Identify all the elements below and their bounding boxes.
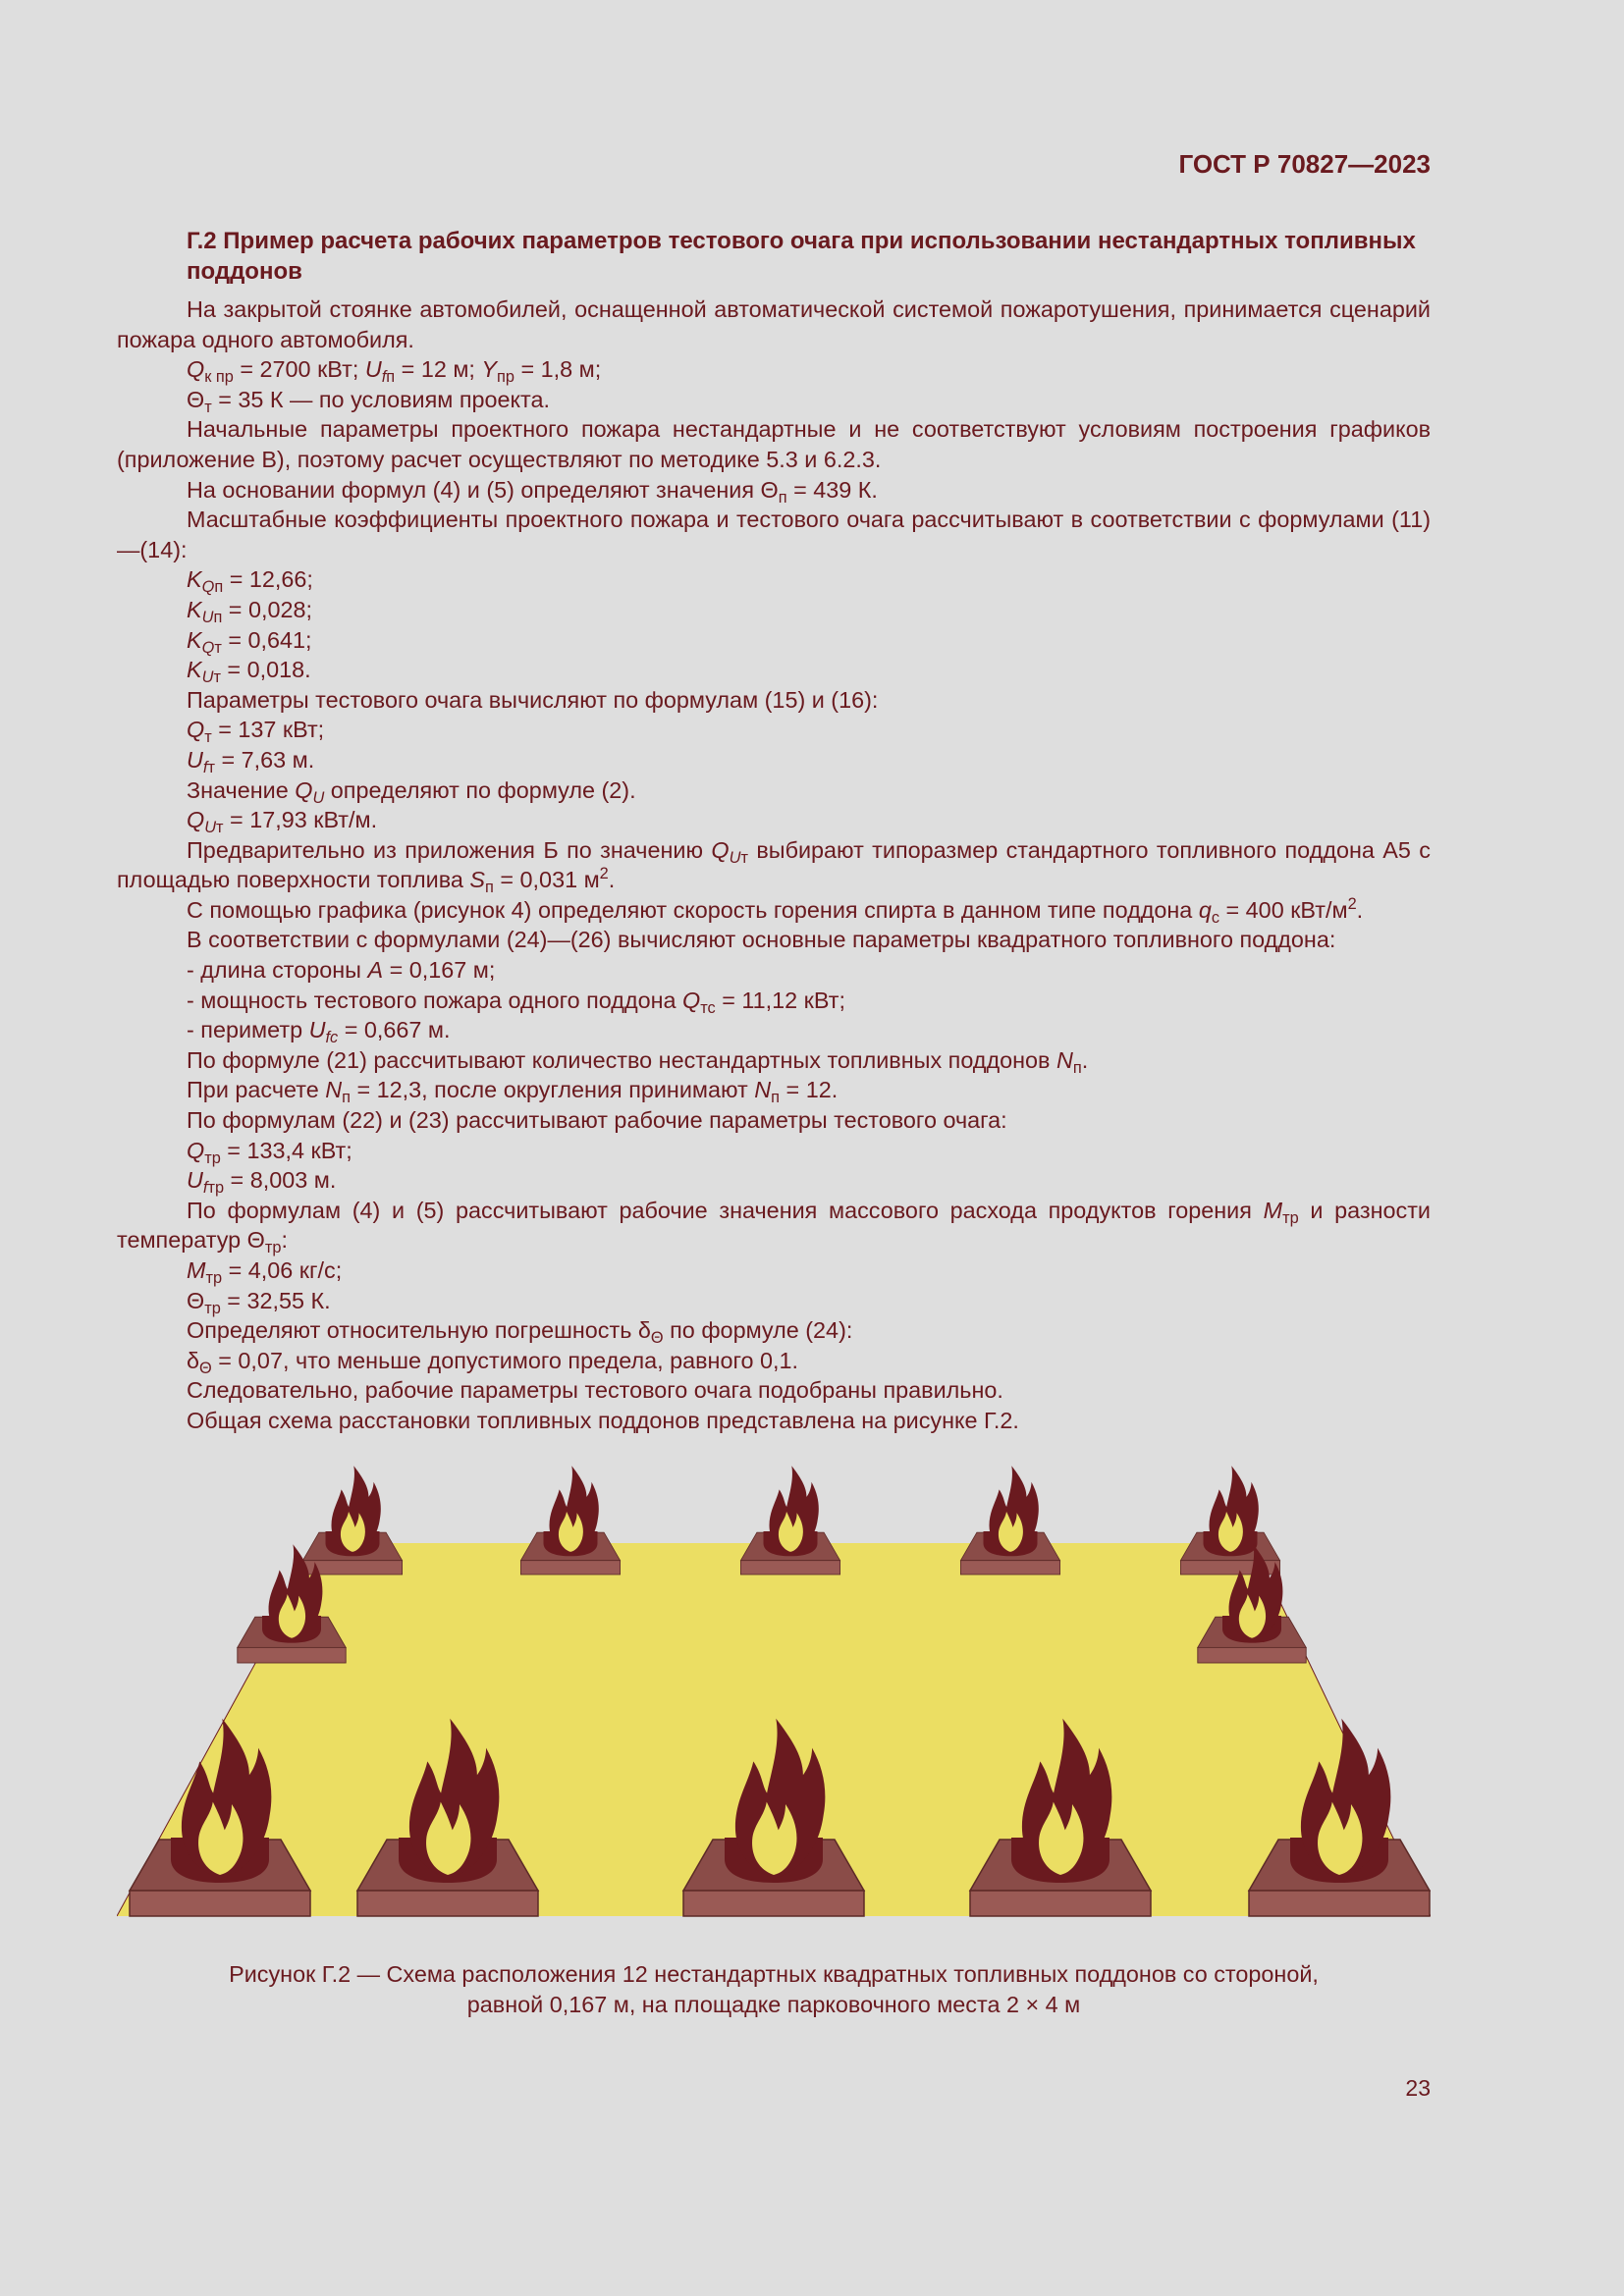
list-item: - периметр $U_{fc} = 0,667$ м. bbox=[187, 1017, 451, 1047]
text-line: Общая схема расстановки топливных поддонов представлена на рисунке Г.2. bbox=[187, 1407, 1019, 1433]
text-line: С помощью графика (рисунок 4) определяют скорость горения спирта в данном типе поддона $q_с = 400$ кВт/$м^2$. bbox=[187, 894, 1364, 927]
fuel-tray-1 bbox=[302, 1466, 402, 1575]
text-line: Значение $Q_U$ определяют по формуле (2). bbox=[187, 776, 636, 807]
fuel-tray-3 bbox=[740, 1466, 839, 1575]
formula-line: $U_{fт} = 7,63$ м. bbox=[187, 746, 315, 776]
formula-line: $K_{Uп} = 0,028$; bbox=[187, 596, 312, 626]
tray-layout-diagram bbox=[117, 1457, 1431, 1928]
text-line: Определяют относительную погрешность $\delta_\Theta$ по формуле (24): bbox=[187, 1317, 853, 1348]
formula-line: $Q_{Uт} = 17,93$ кВт/м. bbox=[187, 807, 378, 837]
body-text bbox=[117, 294, 1431, 1436]
formula-line: $\Theta_т = 35$ К — по условиям проекта. bbox=[187, 386, 550, 416]
text-line: $\delta_\Theta = 0,07$, что меньше допустимого предела, равного 0,1. bbox=[187, 1347, 799, 1377]
formula-line: $Q_{тр} = 133,4$ кВт; bbox=[187, 1137, 352, 1167]
paragraph: Начальные параметры проектного пожара нестандартные и не соответствуют условиям построения графиков (приложение В), поэтому расчет осуществляют по методике 5.3 и 6.2.3. bbox=[117, 416, 1431, 472]
fuel-tray-5 bbox=[1180, 1466, 1279, 1575]
formula-line: $M_{тр} = 4,06$ кг/с; bbox=[187, 1257, 343, 1287]
figure-caption bbox=[117, 1959, 1431, 2020]
formula-line: $\Theta_{тр} = 32,55$ К. bbox=[187, 1287, 331, 1317]
text-line: На основании формул (4) и (5) определяют значения $\Theta_п = 439$ К. bbox=[187, 476, 878, 507]
paragraph: Масштабные коэффициенты проектного пожара и тестового очага рассчитывают в соответствии с формулами (11)—(14): bbox=[117, 507, 1431, 562]
text-line: По формулам (22) и (23) рассчитывают рабочие параметры тестового очага: bbox=[187, 1107, 1007, 1134]
text-line: Следовательно, рабочие параметры тестового очага подобраны правильно. bbox=[187, 1377, 1003, 1404]
doc-code-header: ГОСТ Р 70827—2023 bbox=[1178, 149, 1431, 179]
list-item: - мощность тестового пожара одного поддона $Q_{тс} = 11,12$ кВт; bbox=[187, 987, 845, 1017]
text-line: Параметры тестового очага вычисляют по формулам (15) и (16): bbox=[187, 686, 879, 713]
caption-line: равной 0,167 м, на площадке парковочного места 2 × 4 м bbox=[466, 1992, 1081, 2017]
formula-line: $U_{fтр} = 8,003$ м. bbox=[187, 1167, 337, 1198]
formula-line: $Q_{к пр} = 2700$ кВт; $U_{fп} = 12$ м; $Y_{пр} = 1,8$ м; bbox=[187, 356, 602, 387]
fuel-tray-4 bbox=[960, 1466, 1059, 1575]
tray-layout-figure bbox=[117, 1457, 1431, 1928]
text-line: При расчете $N_п = 12,3$, после округления принимают $N_п = 12$. bbox=[187, 1077, 839, 1107]
list-item: - длина стороны A = 0,167 м; bbox=[187, 957, 496, 984]
paragraph: На закрытой стоянке автомобилей, оснащенной автоматической системой пожаротушения, принимается сценарий пожара одного автомобиля. bbox=[117, 296, 1431, 352]
formula-line: $K_{Uт} = 0,018$. bbox=[187, 657, 311, 687]
text-line: По формуле (21) рассчитывают количество нестандартных топливных поддонов $N_п$. bbox=[187, 1046, 1089, 1077]
formula-line: $Q_т = 137$ кВт; bbox=[187, 717, 325, 747]
fuel-tray-2 bbox=[520, 1466, 620, 1575]
section-title: Г.2 Пример расчета рабочих параметров тестового очага при использовании нестандартных топливных поддонов bbox=[187, 228, 1416, 285]
paragraph: Предварительно из приложения Б по значению $Q_{Uт}$ выбирают типоразмер стандартного топливного поддона А5 с площадью поверхности топлива $S_п = 0,031$ $м^2$. bbox=[117, 836, 1431, 897]
page-number: 23 bbox=[1405, 2075, 1431, 2101]
caption-line: Рисунок Г.2 — Схема расположения 12 нестандартных квадратных топливных поддонов со стороной, bbox=[229, 1961, 1319, 1987]
formula-line: $K_{Qп} = 12,66$; bbox=[187, 566, 313, 597]
paragraph: По формулам (4) и (5) рассчитывают рабочие значения массового расхода продуктов горения $M_{тр}$ и разности температур $\Theta_{тр}$: bbox=[117, 1197, 1431, 1257]
formula-line: $K_{Qт} = 0,641$; bbox=[187, 626, 312, 657]
text-line: В соответствии с формулами (24)—(26) вычисляют основные параметры квадратного топливного поддона: bbox=[187, 927, 1336, 953]
